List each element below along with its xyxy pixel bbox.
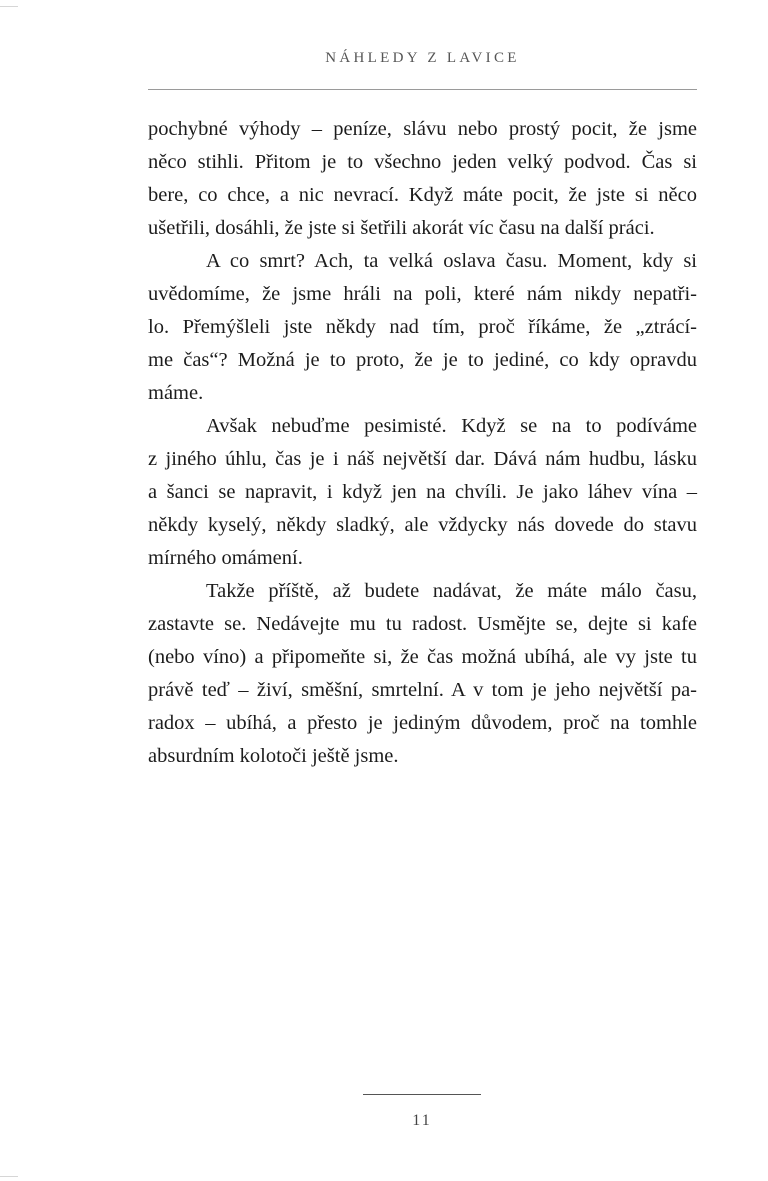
- text-line: právě teď – živí, směšní, smrtelní. A v tom je jeho největší pa-: [148, 679, 697, 701]
- text-line: lo. Přemýšleli jste někdy nad tím, proč říkáme, že „ztrácí-: [148, 316, 697, 338]
- text-line: ušetřili, dosáhli, že jste si šetřili akorát víc času na další práci.: [148, 217, 655, 239]
- text-line: radox – ubíhá, a přesto je jediným důvodem, proč na tomhle: [148, 712, 697, 734]
- text-line: absurdním kolotoči ještě jsme.: [148, 745, 399, 767]
- text-line: mírného omámení.: [148, 547, 303, 569]
- text-line: A co smrt? Ach, ta velká oslava času. Moment, kdy si: [206, 250, 697, 272]
- text-line: bere, co chce, a nic nevrací. Když máte pocit, že jste si něco: [148, 184, 697, 206]
- running-head: NÁHLEDY Z LAVICE: [325, 50, 520, 66]
- text-line: me čas“? Možná je to proto, že je to jediné, co kdy opravdu: [148, 349, 697, 371]
- text-line: Avšak nebuďme pesimisté. Když se na to podíváme: [206, 415, 697, 437]
- footer-rule: [363, 1094, 481, 1095]
- text-line: Takže příště, až budete nadávat, že máte málo času,: [206, 580, 697, 602]
- text-line: někdy kyselý, někdy sladký, ale vždycky nás dovede do stavu: [148, 514, 697, 536]
- text-line: (nebo víno) a připomeňte si, že čas možná ubíhá, ale vy jste tu: [148, 646, 697, 668]
- text-line: něco stihli. Přitom je to všechno jeden velký podvod. Čas si: [148, 151, 697, 173]
- text-line: máme.: [148, 382, 204, 404]
- text-line: uvědomíme, že jsme hráli na poli, které nám nikdy nepatři-: [148, 283, 697, 305]
- text-line: zastavte se. Nedávejte mu tu radost. Usmějte se, dejte si kafe: [148, 613, 697, 635]
- text-line: z jiného úhlu, čas je i náš největší dar. Dává nám hudbu, lásku: [148, 448, 697, 470]
- text-line: a šanci se napravit, i když jen na chvíli. Je jako láhev vína –: [148, 481, 697, 503]
- crop-mark-top: [0, 6, 18, 7]
- body-text: [148, 113, 697, 773]
- crop-mark-bottom: [0, 1176, 18, 1177]
- page-number: 11: [412, 1112, 432, 1129]
- text-line: pochybné výhody – peníze, slávu nebo prostý pocit, že jsme: [148, 118, 697, 140]
- header-rule: [148, 89, 697, 90]
